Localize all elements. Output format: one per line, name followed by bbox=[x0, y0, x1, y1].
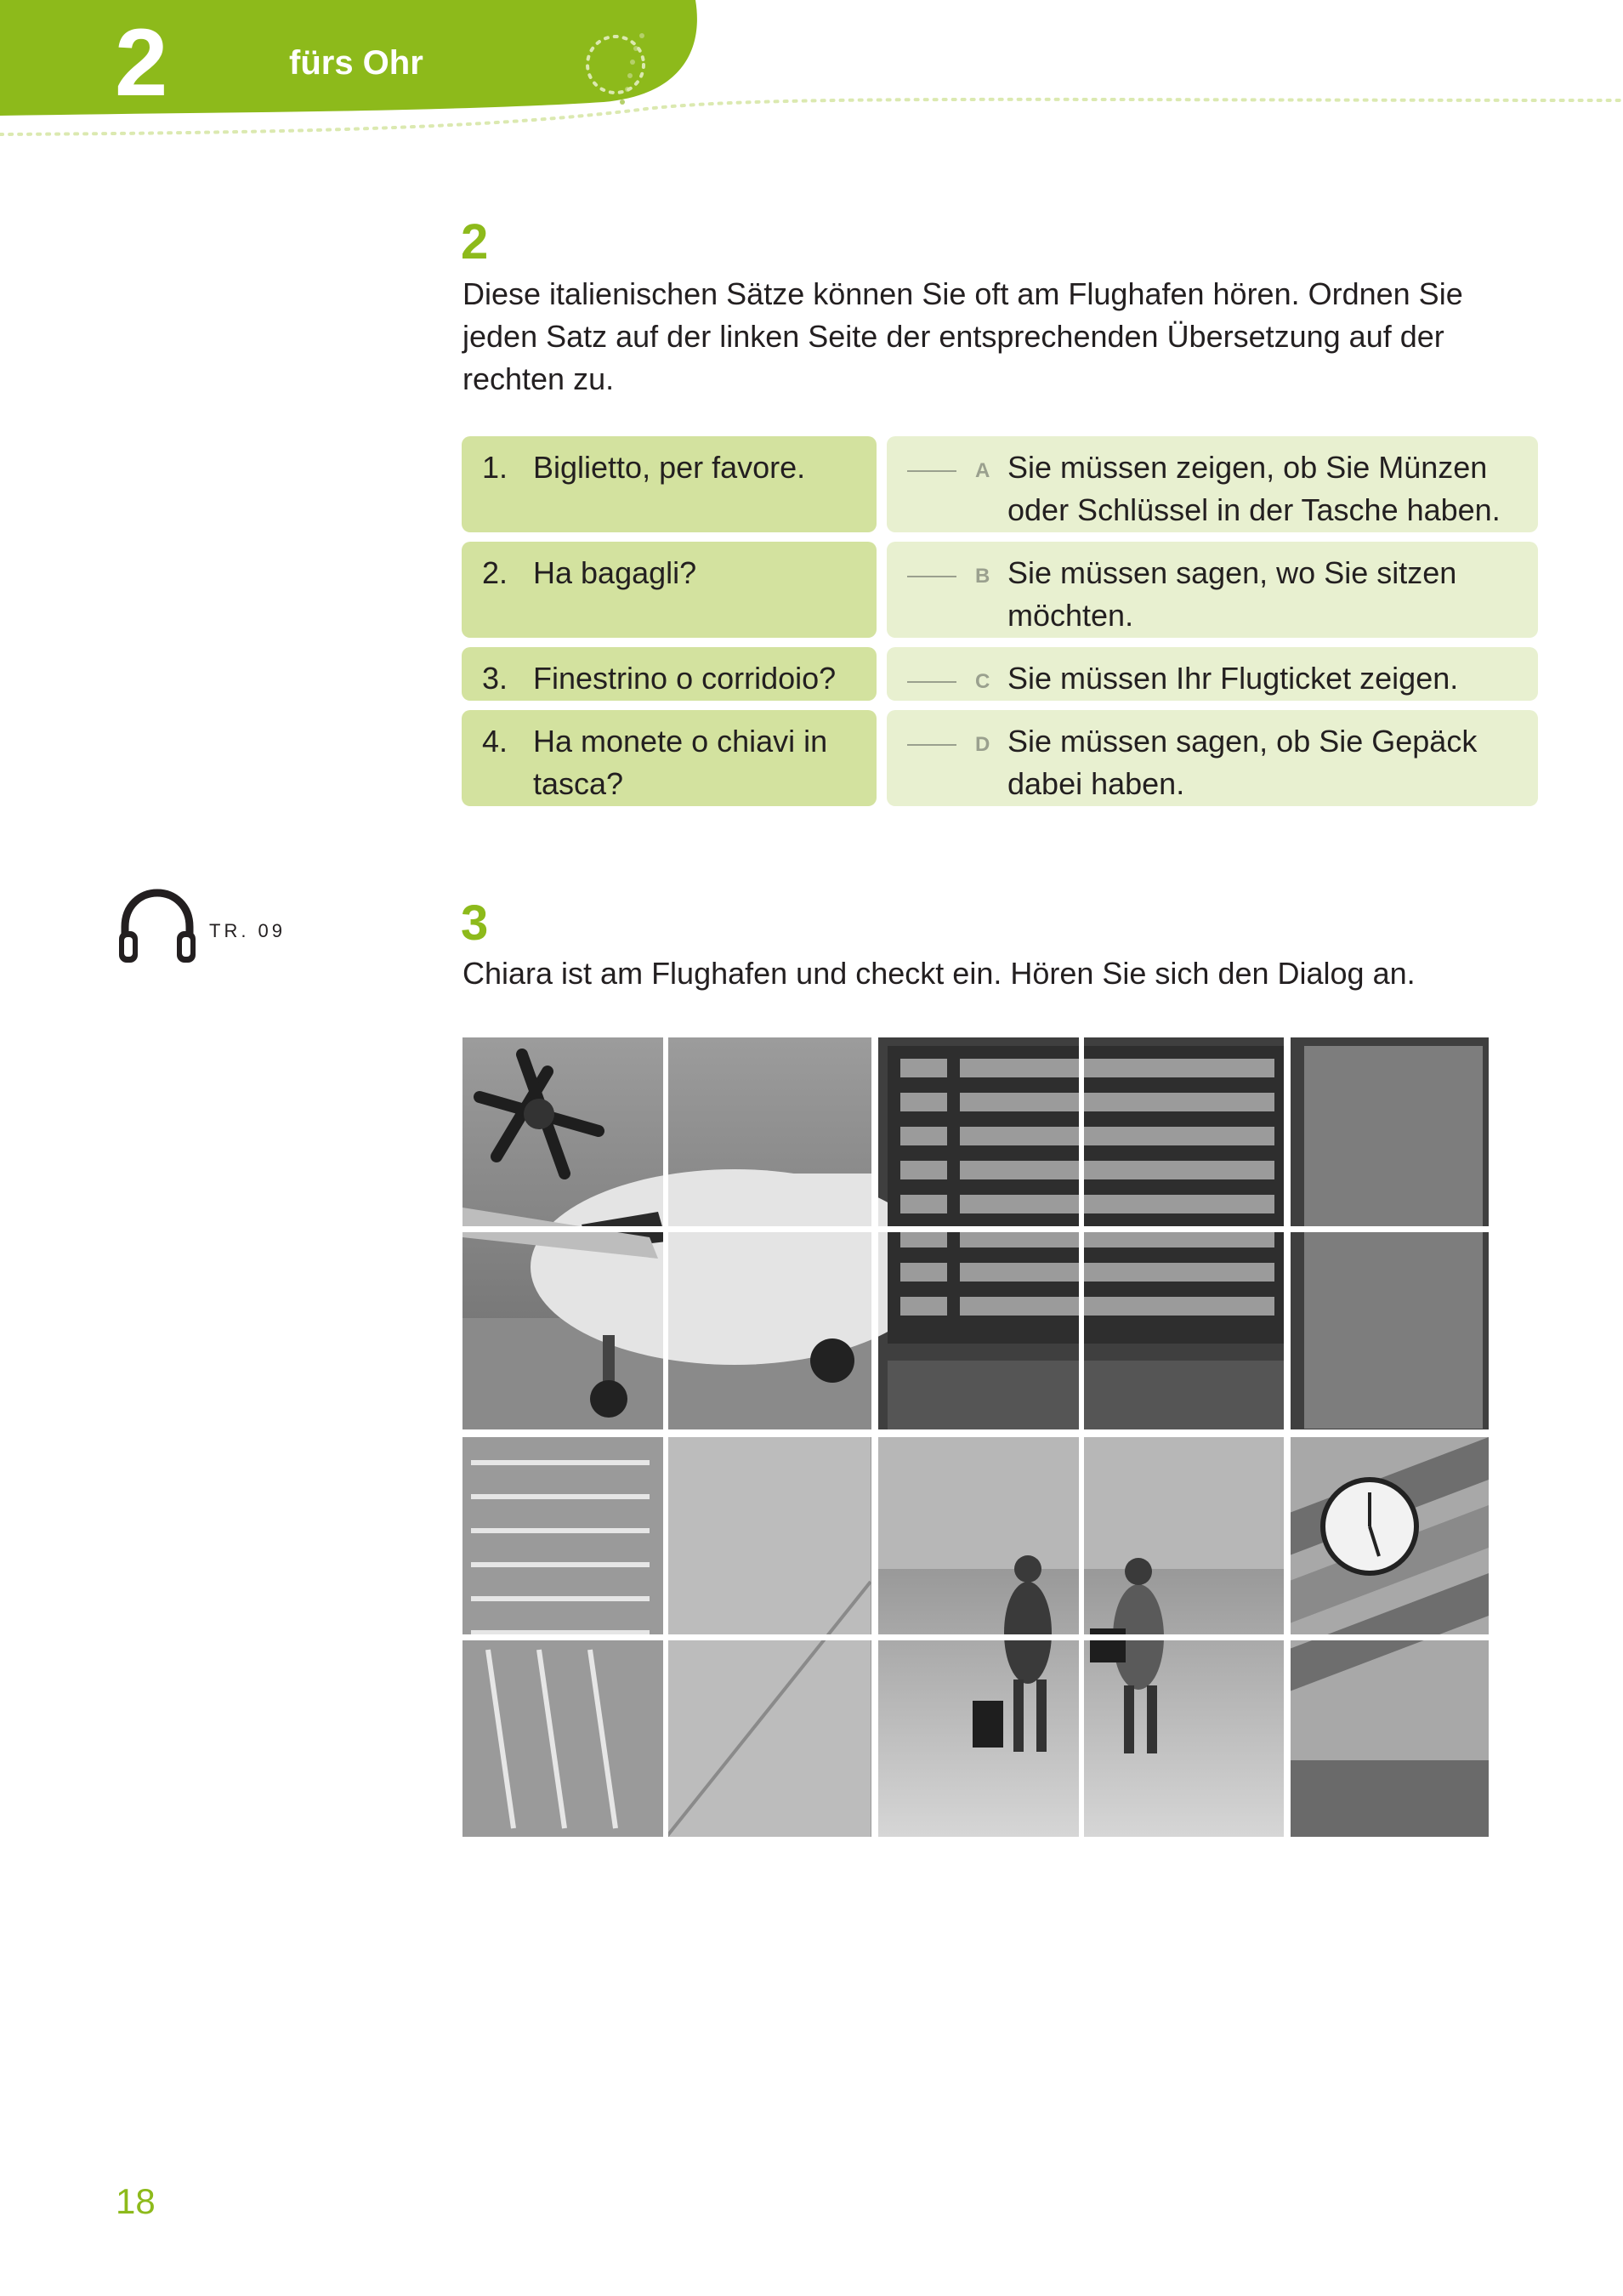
headphones-icon[interactable] bbox=[115, 884, 200, 969]
sentence-number: 3. bbox=[482, 661, 508, 696]
translation-cell bbox=[887, 647, 1538, 701]
option-letter: C bbox=[975, 670, 990, 693]
exercise-2-instructions: Diese italienischen Sätze können Sie oft am Flughafen hören. Ordnen Sie jeden Satz auf der linken Seite der entsprechenden Übersetzung auf der rechten zu. bbox=[462, 276, 1463, 396]
italian-sentence-cell bbox=[462, 436, 877, 532]
german-translation: Sie müssen zeigen, ob Sie Münzen oder Schlüssel in der Tasche haben. bbox=[1007, 450, 1501, 527]
translation-cell bbox=[887, 542, 1538, 638]
matching-table bbox=[462, 436, 1540, 816]
italian-sentence-cell bbox=[462, 542, 877, 638]
answer-blank[interactable] bbox=[907, 720, 956, 746]
italian-sentence-cell bbox=[462, 710, 877, 806]
translation-cell bbox=[887, 710, 1538, 806]
italian-sentence: Ha monete o chiavi in tasca? bbox=[533, 724, 828, 801]
sentence-number: 2. bbox=[482, 555, 508, 590]
exercise-3-number: 3 bbox=[461, 895, 489, 951]
italian-sentence: Biglietto, per favore. bbox=[533, 450, 806, 485]
answer-blank[interactable] bbox=[907, 657, 956, 683]
option-letter: D bbox=[975, 733, 990, 756]
airport-photo-mosaic bbox=[462, 1037, 1489, 1837]
chapter-number: 2 bbox=[115, 9, 168, 116]
exercise-2-number: 2 bbox=[461, 214, 489, 270]
german-translation: Sie müssen sagen, ob Sie Gepäck dabei haben. bbox=[1007, 724, 1478, 801]
italian-sentence-cell bbox=[462, 647, 877, 701]
chapter-header-banner bbox=[0, 0, 1623, 153]
exercise-3-instructions: Chiara ist am Flughafen und checkt ein. Hören Sie sich den Dialog an. bbox=[462, 956, 1416, 991]
italian-sentence: Ha bagagli? bbox=[533, 555, 697, 590]
german-translation: Sie müssen Ihr Flugticket zeigen. bbox=[1007, 661, 1459, 696]
departures-board-photo bbox=[888, 1046, 1483, 1433]
option-letter: A bbox=[975, 459, 990, 482]
german-translation: Sie müssen sagen, wo Sie sitzen möchten. bbox=[1007, 555, 1457, 633]
sentence-number: 4. bbox=[482, 724, 508, 759]
matching-row bbox=[462, 436, 1540, 532]
chapter-title: fürs Ohr bbox=[289, 44, 423, 82]
matching-row bbox=[462, 542, 1540, 638]
translation-cell bbox=[887, 436, 1538, 532]
answer-blank[interactable] bbox=[907, 552, 956, 577]
matching-row bbox=[462, 647, 1540, 701]
option-letter: B bbox=[975, 565, 990, 588]
italian-sentence: Finestrino o corridoio? bbox=[533, 661, 837, 696]
answer-blank[interactable] bbox=[907, 446, 956, 472]
track-label: TR. 09 bbox=[209, 920, 287, 941]
sentence-number: 1. bbox=[482, 450, 508, 485]
matching-row bbox=[462, 710, 1540, 806]
page-number: 18 bbox=[116, 2181, 156, 2221]
